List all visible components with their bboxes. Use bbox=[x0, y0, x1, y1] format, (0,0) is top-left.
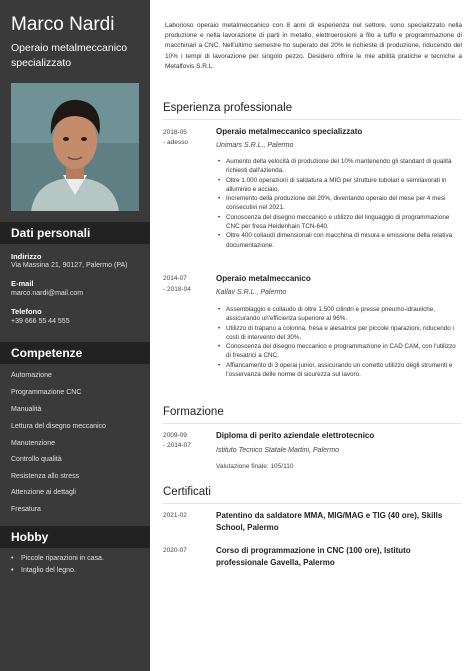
skill-item: Automazione bbox=[11, 372, 52, 379]
job-title: Operaio metalmeccanico specializzato bbox=[216, 127, 363, 136]
achievement-item: • Affiancamento di 3 operai junior, assicurando un corretto utilizzo degli strumenti e l'osservanza delle norme di sicurezza sul lavoro. bbox=[216, 361, 462, 380]
achievement-item: • Conoscenza del disegno meccanico e utilizzo del linguaggio di programmazione CNC per fresa Heidenhain TCN-640. bbox=[216, 213, 462, 232]
phone-value: +39 666 55 44 555 bbox=[11, 318, 70, 325]
candidate-job-title: Operaio metalmeccanico specializzato bbox=[11, 42, 128, 69]
job-employer: Kallav S.R.L., Palermo bbox=[216, 289, 287, 296]
achievement-item: • Utilizzo di trapano a colonna, fresa e alesatrice per piccole riparazioni, riducendo i costi di intervento del 30%. bbox=[216, 324, 462, 343]
job-date-end: - 2018-04 bbox=[163, 286, 191, 293]
achievement-item: • Incremento della produzione del 20%, diventando operaio del mese per 4 mesi consecutivi nel 2021. bbox=[216, 194, 462, 213]
email-value[interactable]: marco.nardi@mail.com bbox=[11, 290, 84, 297]
job-date-start: 2014-07 bbox=[163, 275, 187, 282]
job-achievements bbox=[216, 157, 462, 250]
skill-item: Attenzione ai dettagli bbox=[11, 489, 76, 496]
certificate-date: 2021-02 bbox=[163, 512, 187, 519]
education-title: Diploma di perito aziendale elettrotecnico bbox=[216, 431, 375, 440]
address-value: Via Massina 21, 90127, Palermo (PA) bbox=[11, 262, 128, 269]
profile-photo-portrait bbox=[11, 83, 139, 211]
education-heading: Formazione bbox=[163, 406, 224, 418]
section-divider bbox=[163, 119, 461, 120]
skill-item: Manualità bbox=[11, 406, 42, 413]
sidebar bbox=[0, 0, 150, 671]
achievement-item: • Assemblaggio e collaudo di oltre 1.500 cilindri e presse pneumo-idrauliche, assicurando un'efficienza superiore al 96%. bbox=[216, 305, 462, 324]
hobby-item: • Piccole riparazioni in casa. bbox=[11, 555, 104, 562]
achievement-item: • Oltre 1.000 operazioni di saldatura a MIG per strutture tubolari e semilavorati in alluminio e acciaio. bbox=[216, 176, 462, 195]
skills-heading: Competenze bbox=[0, 342, 150, 364]
skill-item: Controllo qualità bbox=[11, 456, 62, 463]
personal-data-heading: Dati personali bbox=[0, 222, 150, 244]
job-date-end: - adesso bbox=[163, 139, 188, 146]
skill-item: Lettura del disegno meccanico bbox=[11, 423, 106, 430]
skill-item: Resistenza allo stress bbox=[11, 473, 80, 480]
achievement-item: • Oltre 400 collaudi dimensionali con macchina di misura e emissione della relativa documentazione. bbox=[216, 231, 462, 250]
candidate-name: Marco Nardi bbox=[11, 14, 115, 35]
section-divider bbox=[163, 423, 461, 424]
profile-summary: Laborioso operaio metalmeccanico con 8 anni di esperienza nel settore, sono specializzato nella produzione e nella lavorazione di parti in metallo, elettroerosioni a filo a tuffo e programmazione di macchinari a CNC. Nell'ultimo semestre ho superato del 20% le richieste di produzione, riducendo del 10% i tempi di lavorazione per singolo pezzo. Desidero offrire le mie abilità pratiche e tecniche a Metalfovis S.R.L. bbox=[165, 22, 462, 70]
achievement-item: • Conoscenza del disegno meccanico e programmazione in CAD CAM, con l'utilizzo di fresatrici a CNC. bbox=[216, 342, 462, 361]
main-content bbox=[150, 0, 474, 671]
certificate-date: 2020-07 bbox=[163, 547, 187, 554]
education-date-end: - 2014-07 bbox=[163, 442, 191, 449]
certificates-heading: Certificati bbox=[163, 486, 211, 498]
skill-item: Manutenzione bbox=[11, 440, 55, 447]
certificate-title: Patentino da saldatore MMA, MIG/MAG e TIG (40 ore), Skills School, Palermo bbox=[216, 511, 443, 532]
job-date-start: 2018-05 bbox=[163, 129, 187, 136]
education-date-start: 2009-09 bbox=[163, 432, 187, 439]
job-title: Operaio metalmeccanico bbox=[216, 274, 311, 283]
education-grade: Valutazione finale: 105/110 bbox=[216, 463, 294, 470]
section-divider bbox=[163, 503, 461, 504]
skill-item: Fresatura bbox=[11, 506, 41, 513]
education-school: Istituto Tecnico Statale Martini, Palermo bbox=[216, 447, 340, 454]
skill-item: Programmazione CNC bbox=[11, 389, 82, 396]
achievement-item: • Aumento della velocità di produzione del 10% mantenendo gli standard di qualità richiesti dall'azienda. bbox=[216, 157, 462, 176]
job-employer: Unimars S.R.L., Palermo bbox=[216, 142, 294, 149]
phone-label: Telefono bbox=[11, 307, 42, 316]
email-label: E-mail bbox=[11, 279, 34, 288]
experience-heading: Esperienza professionale bbox=[163, 102, 293, 114]
profile-photo bbox=[11, 83, 139, 211]
job-achievements bbox=[216, 305, 462, 379]
hobby-heading: Hobby bbox=[0, 526, 150, 548]
hobby-item: • Intaglio del legno. bbox=[11, 567, 76, 574]
address-label: Indirizzo bbox=[11, 252, 42, 261]
certificate-title: Corso di programmazione in CNC (100 ore), Istituto professionale Gavella, Palermo bbox=[216, 546, 411, 567]
